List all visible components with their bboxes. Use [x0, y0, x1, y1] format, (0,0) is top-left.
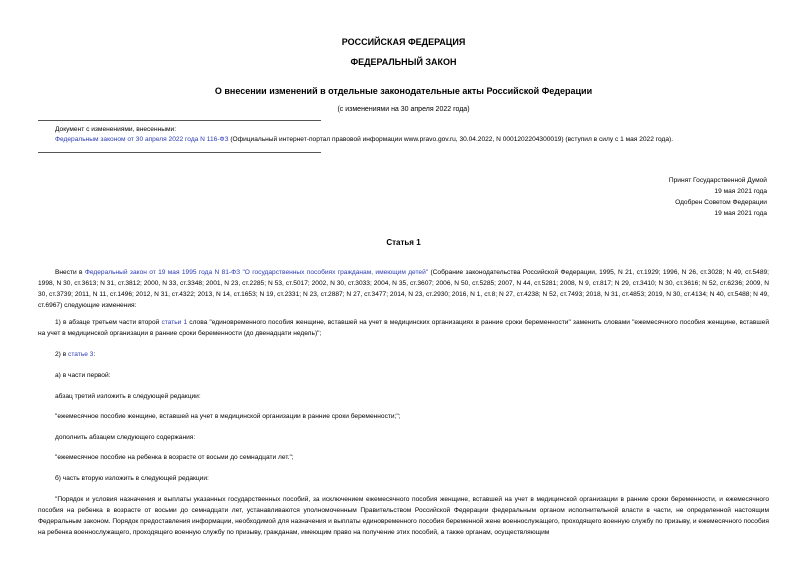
- paragraph-2: [38, 349, 769, 360]
- divider-top: [38, 120, 321, 121]
- paragraph-quote-1: "ежемесячное пособие женщине, вставшей на учет в медицинской организации в ранние сроки беременности;";: [55, 413, 401, 420]
- p1-prefix: 1) в абзаце третьем части второй: [55, 319, 162, 326]
- divider-bottom: [38, 152, 321, 153]
- paragraph-quote-3: "Порядок и условия назначения и выплаты указанных государственных пособий, за исключением ежемесячного пособия женщине, вставшей на учет в медицинской организации в ранние сроки беременности, и ежемесячного пособия на ребенка в возрасте от восьми до семнадцати лет, устанавливаются уполномоченным Правительством Российской Федерации федеральным органом исполнительной власти в части, не определенной настоящим Федеральным законом. Порядок предоставления информации, необходимой для назначения и выплаты единовременного пособия беременной жене военнослужащего, проходящего военную службу по призыву, и ежемесячного пособия на ребенка военнослужащего, проходящего военную службу по призыву, гражданам, имеющим право на получение этих пособий, а также органам, осуществляющим: [38, 496, 769, 536]
- p2-prefix: 2) в: [55, 351, 69, 358]
- paragraph-abzac: абзац третий изложить в следующей редакции:: [55, 393, 201, 400]
- revision-note: (с изменениями на 30 апреля 2022 года): [337, 106, 470, 113]
- country-heading: РОССИЙСКАЯ ФЕДЕРАЦИЯ: [341, 37, 466, 47]
- intro-rest: (Собрание законодательства Российской Федерации, 1995, N 21, ст.1929; 1996, N 26, ст.3028; N 49, ст.5489; 1998, N 30, ст.3613; N 31, ст.3812; 2000, N 33, ст.3348; 2001, N 23, ст.2285; N 53, ст.5017; 2002, N 30, ст.3033; 2004, N 35, ст.3607; 2006, N 50, ст.5285; 2007, N 44, ст.5281; 2008, N 9, ст.817; N 29, ст.3410; N 30, ст.3616; N 52, ст.6236; 2009, N 30, ст.3739; 2011, N 11, ст.1496; 2012, N 31, ст.4322; 2013, N 14, ст.1653; N 19, ст.2331; N 23, ст.2887; N 27, ст.3477; 2014, N 23, ст.2930; 2016, N 1, ст.8; N 27, ст.4238; N 52, ст.7493; 2018, N 31, ст.4853; 2019, N 30, ст.4134; N 40, ст.5488; N 49, ст.6967) следующие изменения:: [38, 269, 769, 309]
- changes-rest: (Официальный интернет-портал правовой информации www.pravo.gov.ru, 30.04.2022, N 0001202204300019) (вступил в силу с 1 мая 2022 года).: [228, 136, 674, 143]
- law-type-heading: ФЕДЕРАЛЬНЫЙ ЗАКОН: [350, 57, 457, 67]
- adoption-info: [669, 175, 767, 219]
- changes-label: Документ с изменениями, внесенными:: [55, 126, 177, 133]
- changes-block: [55, 125, 795, 145]
- approved-council-date: 19 мая 2021 года: [714, 210, 767, 217]
- law-title: О внесении изменений в отдельные законодательные акты Российской Федерации: [214, 86, 593, 96]
- article-1-link[interactable]: статьи 1: [161, 319, 188, 326]
- changes-text: [55, 135, 795, 145]
- paragraph-quote-2: "ежемесячное пособие на ребенка в возрасте от восьми до семнадцати лет.";: [55, 454, 294, 461]
- intro-prefix: Внести в: [55, 269, 85, 276]
- federal-law-link[interactable]: Федеральный закон от 19 мая 1995 года N 81-ФЗ "О государственных пособиях гражданам, имеющим детей": [84, 269, 429, 276]
- article-intro: [38, 267, 769, 311]
- paragraph-b: б) часть вторую изложить в следующей редакции:: [55, 475, 209, 482]
- adopted-duma-date: 19 мая 2021 года: [714, 188, 767, 195]
- paragraph-add: дополнить абзацем следующего содержания:: [55, 434, 196, 441]
- article-heading: Статья 1: [386, 238, 421, 247]
- paragraph-1: [38, 317, 769, 339]
- p2-rest: :: [93, 351, 96, 358]
- approved-council: Одобрен Советом Федерации: [675, 199, 767, 206]
- paragraph-a: а) в части первой:: [55, 372, 111, 379]
- p1-rest: слова "единовременного пособия женщине, вставшей на учет в медицинских организациях в ранние сроки беременности" заменить словами "ежемесячного пособия женщине, вставшей на учет в медицинской организации в ранние сроки беременности (до двенадцати недель)";: [38, 319, 770, 337]
- article-3-link[interactable]: статье 3: [68, 351, 94, 358]
- amending-law-link[interactable]: Федеральным законом от 30 апреля 2022 года N 116-ФЗ: [55, 136, 229, 143]
- adopted-duma: Принят Государственной Думой: [668, 177, 767, 184]
